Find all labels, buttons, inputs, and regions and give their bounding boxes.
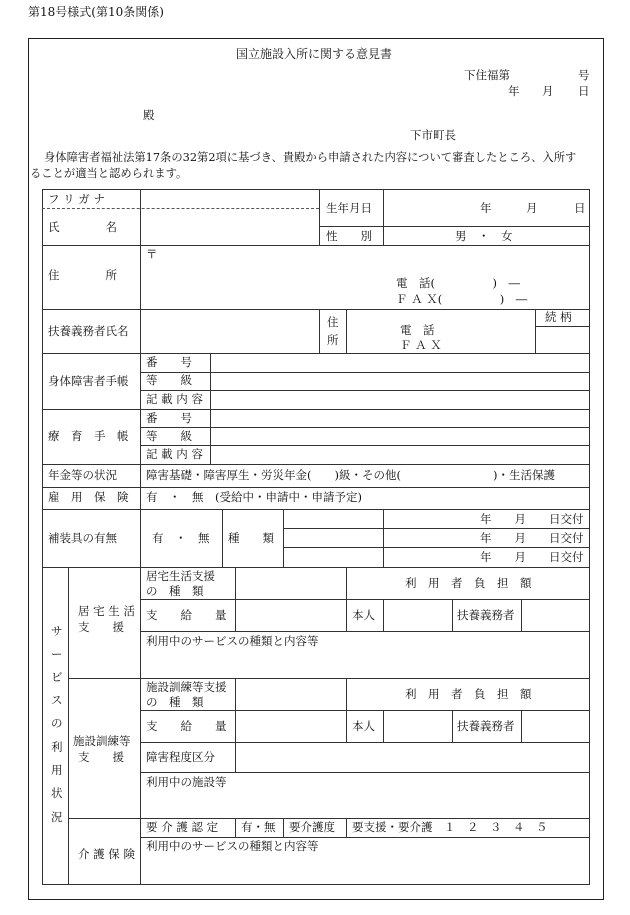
sex-options: 男 ・ 女 — [455, 229, 513, 243]
employment-insurance-label: 雇 用 保 険 — [48, 490, 129, 504]
assistive-device-options: 有 ・ 無 — [152, 531, 210, 545]
facility-service-kind-label-2: の 種 類 — [146, 695, 204, 709]
disability-book-grade-label: 等 級 — [146, 373, 192, 387]
ryoiku-book-label: 療 育 手 帳 — [48, 429, 129, 443]
address-fax: Ｆ Ａ Ｘ( ) ― — [396, 292, 528, 306]
facility-guardian-label: 扶養義務者 — [457, 719, 515, 733]
home-service-detail-label: 利用中のサービスの種類と内容等 — [146, 634, 319, 648]
employment-insurance-options: 有 ・ 無 (受給中・申請中・申請予定) — [146, 490, 362, 504]
relation-label: 続 柄 — [545, 310, 572, 324]
name-label: 氏 名 — [48, 220, 117, 234]
home-service-kind-label-2: の 種 類 — [146, 584, 204, 598]
disability-book-number-label: 番 号 — [146, 355, 192, 369]
assistive-kind-label: 種 類 — [228, 531, 274, 545]
facility-payment-amount-label: 支 給 量 — [146, 719, 227, 733]
sender: 下市町長 — [410, 128, 456, 142]
home-user-burden-label: 利 用 者 負 担 額 — [405, 576, 532, 590]
facility-in-use-label: 利用中の施設等 — [146, 775, 227, 789]
sex-label: 性 別 — [326, 229, 372, 243]
facility-support-label-2: 支 援 — [78, 750, 124, 764]
guardian-name-label: 扶養義務者氏名 — [48, 324, 129, 338]
address-tel: 電 話( ) ― — [396, 276, 520, 290]
assistive-device-label: 補装具の有無 — [48, 531, 117, 545]
document-number-suffix: 号 — [578, 68, 590, 82]
guardian-tel-label: 電 話 — [400, 323, 435, 337]
addressee-suffix: 殿 — [143, 108, 155, 122]
date-year: 年 — [508, 84, 520, 98]
assistive-delivery-date-1: 年 月 日交付 — [480, 512, 584, 526]
home-self-label: 本人 — [352, 608, 375, 622]
home-support-label-1: 居 宅 生 活 — [78, 604, 135, 618]
home-service-kind-label-1: 居宅生活支援 — [146, 569, 215, 583]
date-month: 月 — [542, 84, 554, 98]
facility-support-label-1: 施設訓練等 — [73, 734, 131, 748]
care-level-label: 要介護度 — [289, 820, 335, 834]
care-certification-label: 要 介 護 認 定 — [146, 820, 219, 834]
birth-day: 日 — [574, 201, 586, 215]
pension-options: 障害基礎・障害厚生・労災年金( )級・その他( )・生活保護 — [146, 468, 555, 482]
form-title: 国立施設入所に関する意見書 — [236, 47, 393, 61]
guardian-address-label-1: 住 — [327, 315, 339, 329]
facility-service-kind-label-1: 施設訓練等支援 — [146, 680, 227, 694]
facility-self-label: 本人 — [352, 719, 375, 733]
home-guardian-label: 扶養義務者 — [457, 608, 515, 622]
care-service-detail-label: 利用中のサービスの種類と内容等 — [146, 839, 319, 853]
furigana-label: フ リ ガ ナ — [48, 192, 105, 206]
disability-book-entry-label: 記 載 内 容 — [146, 392, 203, 406]
address-label: 住 所 — [48, 268, 117, 282]
disability-level-label: 障害程度区分 — [146, 750, 215, 764]
guardian-address-label-2: 所 — [327, 333, 339, 347]
form-number: 第18号様式(第10条関係) — [28, 5, 164, 19]
ryoiku-book-grade-label: 等 級 — [146, 429, 192, 443]
disability-book-label: 身体障害者手帳 — [48, 374, 129, 388]
ryoiku-book-entry-label: 記 載 内 容 — [146, 447, 203, 461]
care-insurance-label: 介 護 保 険 — [78, 847, 135, 861]
birth-month: 月 — [526, 201, 538, 215]
statement-line-2: ることが適当と認められます。 — [30, 167, 188, 180]
assistive-delivery-date-2: 年 月 日交付 — [480, 531, 584, 545]
home-support-label-2: 支 援 — [78, 620, 124, 634]
care-level-options: 要支援・要介護 １ ２ ３ ４ ５ — [352, 820, 548, 834]
pension-status-label: 年金等の状況 — [48, 468, 117, 482]
document-number-prefix: 下住福第 — [464, 68, 510, 82]
postal-mark: 〒 — [146, 247, 158, 261]
birth-date-label: 生年月日 — [326, 201, 372, 215]
assistive-delivery-date-3: 年 月 日交付 — [480, 550, 584, 564]
ryoiku-book-number-label: 番 号 — [146, 411, 192, 425]
home-payment-amount-label: 支 給 量 — [146, 608, 227, 622]
statement-line-1: 身体障害者福祉法第17条の32第2項に基づき、貴殿から申請された内容について審査したところ、入所す — [44, 151, 577, 164]
facility-user-burden-label: 利 用 者 負 担 額 — [405, 687, 532, 701]
date-day: 日 — [578, 84, 590, 98]
care-yes-no: 有・無 — [241, 820, 276, 834]
birth-year: 年 — [480, 201, 492, 215]
guardian-fax-label: Ｆ Ａ Ｘ — [400, 338, 442, 352]
